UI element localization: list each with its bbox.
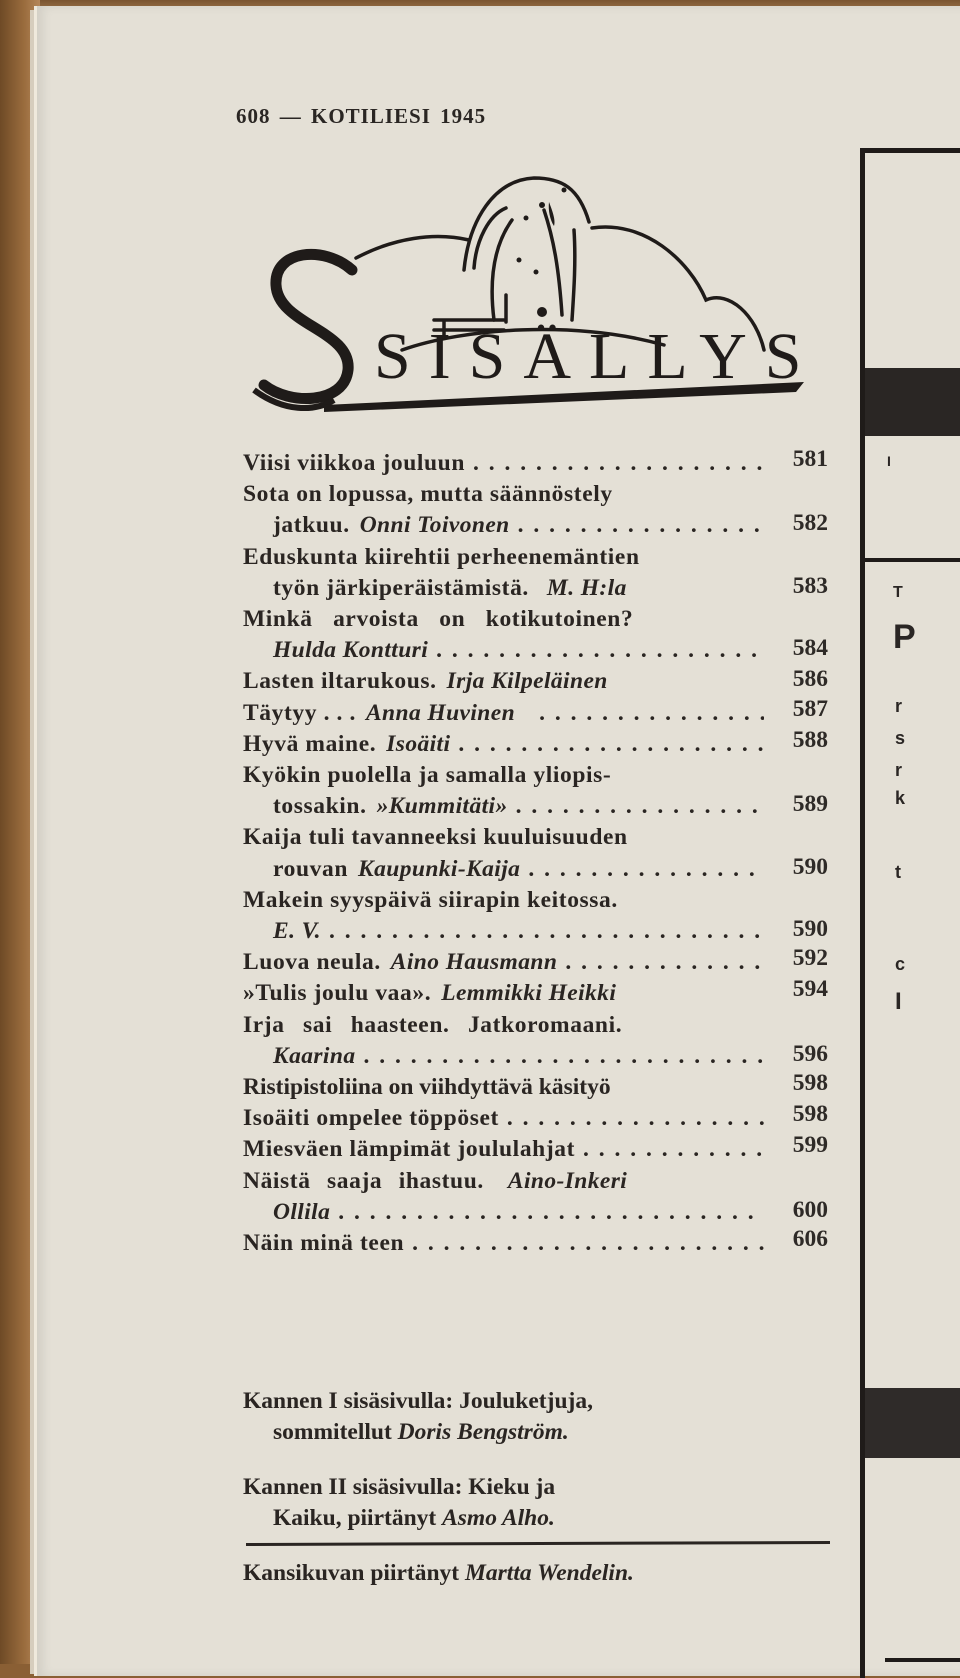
- text-fragment: P: [893, 618, 916, 656]
- toc-author: E. V.: [273, 918, 321, 945]
- toc-entry: [243, 1134, 828, 1165]
- table-of-contents: [243, 448, 828, 1259]
- text-fragment: s: [895, 728, 906, 748]
- toc-entry: [243, 822, 828, 884]
- dot-leader: [363, 1041, 764, 1072]
- text-fragment: I: [887, 453, 891, 469]
- toc-page-number: 581: [792, 446, 828, 472]
- dot-leader: [539, 698, 764, 729]
- toc-page-number: 590: [792, 853, 828, 880]
- toc-entry: [243, 726, 828, 760]
- toc-title: Sota on lopussa, mutta säännöstely: [243, 481, 613, 508]
- toc-title: Irja sai haasteen. Jatkoromaani.: [243, 1011, 623, 1038]
- toc-entry: [243, 1072, 828, 1103]
- toc-author: Kaupunki-Kaija: [358, 855, 521, 882]
- toc-title: Luova neula.: [243, 949, 381, 976]
- toc-author-cont: Ollila: [273, 1198, 331, 1225]
- dot-leader: [583, 1134, 764, 1165]
- toc-entry: [243, 1103, 828, 1134]
- toc-entry: [243, 542, 828, 604]
- toc-title: Viisi viikkoa jouluun: [243, 450, 466, 476]
- dot-leader: [338, 1197, 764, 1228]
- toc-title-cont: tossakin.: [273, 793, 367, 820]
- dot-leader: [516, 791, 764, 822]
- running-head: 608 — KOTILIESI 1945: [236, 104, 487, 128]
- toc-author: Anna Huvinen: [365, 699, 516, 726]
- text-fragment: r: [895, 696, 903, 716]
- adjacent-page-box: [860, 148, 960, 1678]
- toc-page-number: 606: [792, 1226, 828, 1253]
- dot-leader: [436, 635, 764, 666]
- toc-page-number: 599: [792, 1132, 828, 1159]
- toc-author: M. H:la: [546, 574, 627, 601]
- dot-leader: [412, 1228, 764, 1259]
- toc-entry: [243, 760, 828, 822]
- toc-title: Isoäiti ompelee töppöset: [243, 1105, 499, 1132]
- toc-entry: [243, 885, 828, 947]
- toc-entry: [243, 1166, 828, 1228]
- credit-name: Martta Wendelin.: [465, 1560, 634, 1586]
- credit-prefix: Kaiku, piirtänyt: [273, 1505, 437, 1531]
- toc-title: »Tulis joulu vaa».: [243, 980, 432, 1007]
- dot-leader: [565, 947, 764, 978]
- credit-line: Kansikuvan piirtänyt: [243, 1560, 460, 1586]
- toc-title: Näistä saaja ihastuu.: [243, 1167, 484, 1194]
- dot-leader: [473, 448, 764, 479]
- toc-page-number: 582: [792, 510, 828, 537]
- toc-author: Irja Kilpeläinen: [446, 668, 608, 695]
- toc-title: Ristipistoliina on viihdyttävä käsityö: [243, 1074, 611, 1101]
- toc-page-number: 600: [792, 1196, 828, 1223]
- toc-page-number: 598: [792, 1070, 828, 1097]
- toc-page-number: 588: [792, 726, 828, 753]
- svg-text:SISÄLLYS: SISÄLLYS: [374, 320, 820, 393]
- credit-note: [243, 1386, 833, 1448]
- credit-line: Kannen I sisäsivulla: Jouluketjuja,: [243, 1388, 593, 1414]
- toc-title: Kyökin puolella ja samalla yliopis-: [243, 762, 612, 789]
- toc-title: Kaija tuli tavanneeksi kuuluisuuden: [243, 824, 628, 851]
- toc-title: Hyvä maine.: [243, 730, 377, 757]
- toc-entry: [243, 947, 828, 978]
- dot-leader: [507, 1103, 764, 1134]
- toc-entry: [243, 448, 828, 479]
- dot-leader: [458, 729, 764, 760]
- cloud-tree-vignette-icon: [244, 150, 824, 420]
- toc-title-cont: työn järkiperäistämistä.: [273, 574, 529, 601]
- toc-entry: [243, 479, 828, 541]
- toc-title: Täytyy . . .: [243, 699, 356, 726]
- toc-title-cont: rouvan: [273, 855, 348, 882]
- toc-page-number: 584: [792, 635, 828, 662]
- box-divider: [885, 1658, 960, 1662]
- toc-title: Makein syyspäivä siirapin keitossa.: [243, 886, 618, 913]
- toc-author: Kaarina: [273, 1042, 356, 1069]
- credit-name: Asmo Alho.: [442, 1505, 555, 1531]
- toc-author: Hulda Kontturi: [273, 637, 429, 664]
- toc-title: Eduskunta kiirehtii perheenemäntien: [243, 543, 640, 570]
- text-fragment: I: [895, 988, 902, 1015]
- toc-page-number: 583: [792, 572, 828, 599]
- black-band: [865, 368, 960, 436]
- box-border-top: [865, 148, 960, 153]
- toc-entry: [243, 695, 828, 729]
- text-fragment: T: [893, 584, 903, 601]
- toc-entry: [243, 978, 828, 1009]
- toc-entry: [243, 1010, 828, 1072]
- toc-page-number: 598: [792, 1101, 828, 1128]
- cover-credits: [243, 1386, 833, 1613]
- text-fragment: r: [895, 760, 903, 780]
- black-band: [865, 1388, 960, 1458]
- credit-prefix: sommitellut: [273, 1419, 392, 1445]
- toc-entry: [243, 604, 828, 666]
- credit-name: Doris Bengström.: [397, 1419, 569, 1445]
- text-fragment: k: [895, 788, 906, 808]
- toc-page-number: 590: [792, 916, 828, 943]
- toc-page-number: 589: [792, 791, 828, 818]
- toc-entry: [243, 1228, 828, 1259]
- toc-author: Aino-Inkeri: [507, 1167, 628, 1194]
- text-fragment: t: [895, 862, 901, 882]
- toc-title-cont: jatkuu.: [273, 512, 350, 539]
- credit-line: Kannen II sisäsivulla: Kieku ja: [243, 1474, 556, 1500]
- toc-page-number: 586: [792, 666, 828, 693]
- toc-page-number: 592: [792, 945, 828, 972]
- credit-note: [243, 1472, 833, 1534]
- toc-title: Näin minä teen: [243, 1230, 405, 1257]
- toc-entry: [243, 666, 828, 697]
- toc-author: »Kummitäti»: [376, 793, 508, 820]
- toc-author: Onni Toivonen: [359, 512, 510, 539]
- box-divider: [865, 558, 960, 562]
- toc-title: Miesväen lämpimät joululahjat: [243, 1136, 576, 1163]
- toc-page-number: 594: [792, 976, 828, 1003]
- toc-author: Lemmikki Heikki: [441, 980, 617, 1007]
- dot-leader: [518, 510, 764, 541]
- toc-title: Minkä arvoista on kotikutoinen?: [243, 606, 634, 633]
- credit-note: [243, 1558, 833, 1589]
- toc-page-number: 587: [792, 695, 828, 722]
- text-fragment: c: [895, 954, 906, 974]
- masthead-sisallys: [244, 150, 824, 420]
- toc-page-number: 596: [792, 1040, 828, 1067]
- toc-author: Aino Hausmann: [390, 949, 558, 976]
- dot-leader: [528, 854, 764, 885]
- toc-title: Lasten iltarukous.: [243, 668, 437, 695]
- toc-author: Isoäiti: [386, 730, 451, 757]
- dot-leader: [329, 916, 764, 947]
